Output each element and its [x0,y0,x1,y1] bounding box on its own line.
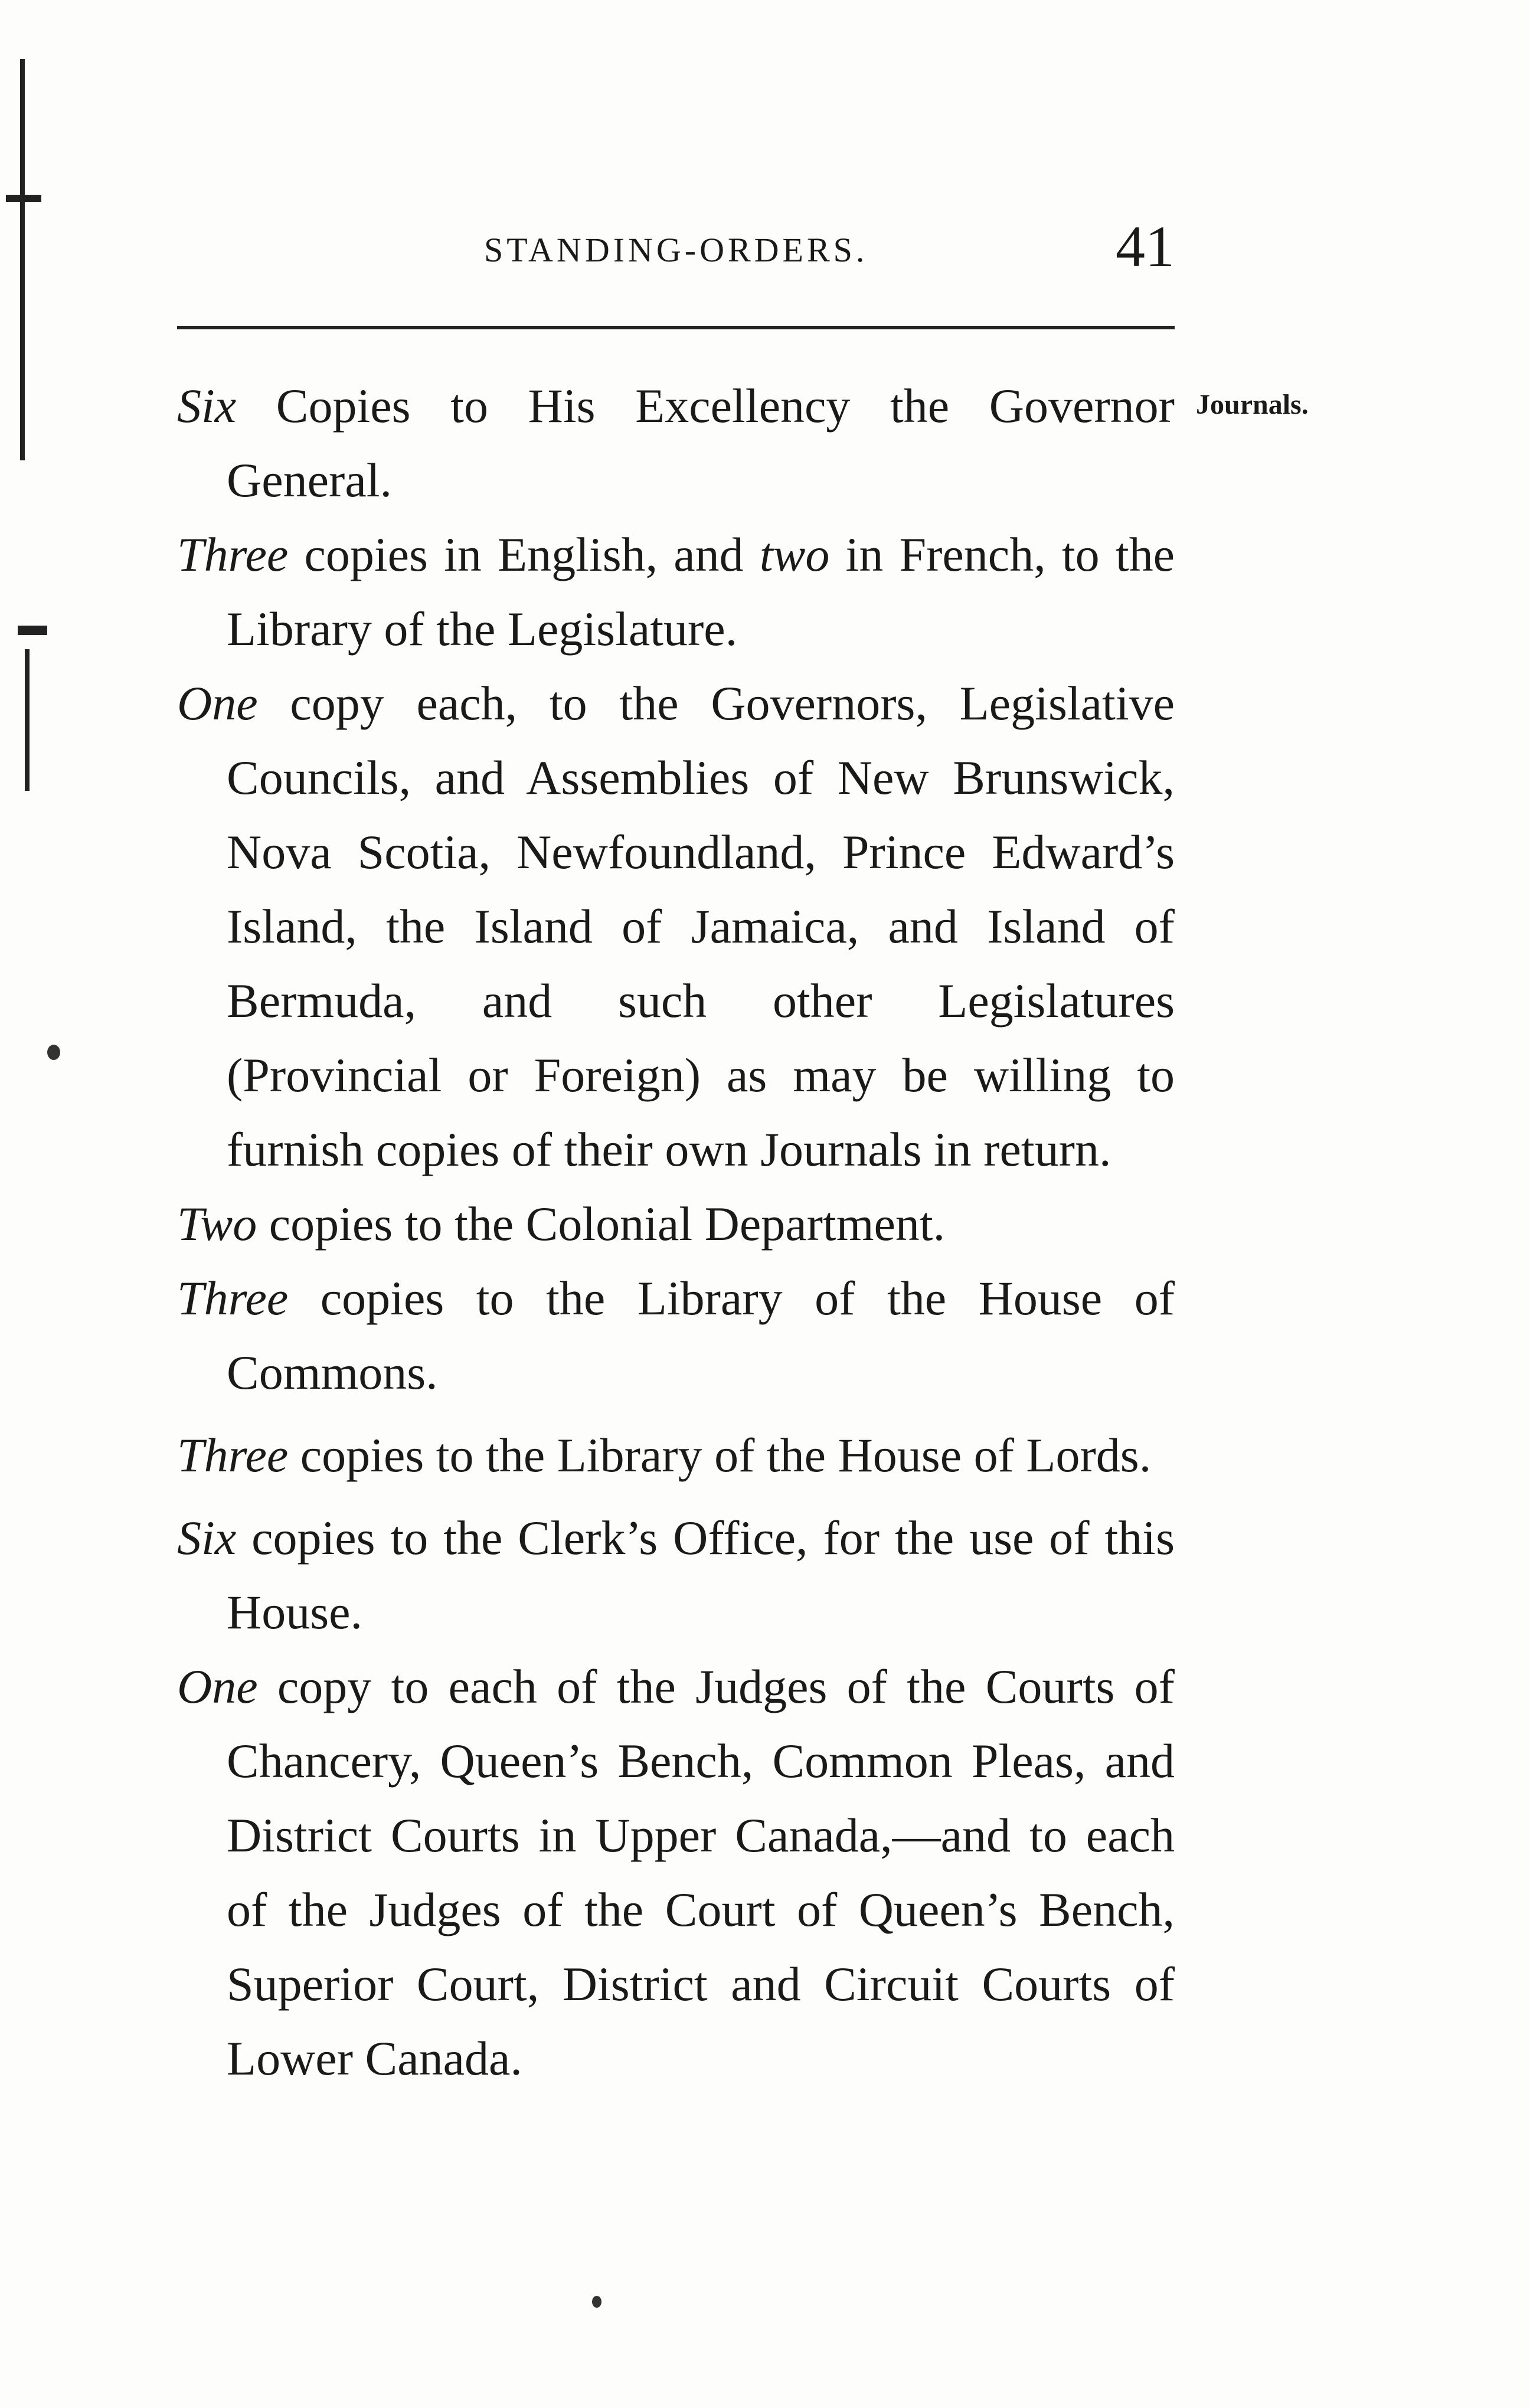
body-text [177,369,1175,2096]
entry [177,1418,1175,1493]
entry-text: in French, to the Library of the Legislature. [227,528,1175,656]
entry-lead: two [759,528,830,581]
entry-lead: Three [177,1271,289,1325]
entry-lead: Three [177,1428,289,1482]
scan-artifact-speck [47,1045,60,1060]
entry [177,1187,1175,1261]
entry-text: copies to the Library of the House of Lords. [288,1428,1152,1482]
entry-lead: One [177,1660,258,1713]
entry-lead: Three [177,528,289,581]
page-header [177,212,1175,283]
entry-text: copy each, to the Governors, Legislative Councils, and Assemblies of New Brunswick, Nova Scotia, Newfoundland, Prince Edward’s Island, the Island of Jamaica, and Island of Bermuda, and such other Legislatures (Provincial or Foreign) as may be willing to furnish copies of their own Journals in return. [227,676,1175,1176]
entry-text: copies to the Clerk’s Office, for the use of this House. [227,1511,1175,1639]
entry [177,518,1175,666]
scan-artifact-bar [25,649,30,791]
entry [177,369,1175,518]
scan-artifact-bar [20,59,25,460]
entry-text: copies to the Colonial Department. [257,1197,946,1251]
entry-lead: Two [177,1197,257,1251]
entry-lead: Six [177,379,237,433]
entry [177,1501,1175,1650]
margin-note: Journals. [1196,389,1309,420]
scan-artifact-bar [6,195,41,202]
entry-text: copies in English, and [288,528,760,581]
page-number: 41 [1116,214,1175,279]
entry-text: copies to the Library of the House of Commons. [227,1271,1175,1399]
entry [177,1650,1175,2096]
entry-lead: Six [177,1511,237,1565]
entry-text: copy to each of the Judges of the Courts of Chancery, Queen’s Bench, Common Pleas, and District Courts in Upper Canada,—and to each of the Judges of the Court of Queen’s Bench, Superior Court, District and Circuit Courts of Lower Canada. [227,1660,1175,2085]
entry-text: Copies to His Excellency the Governor General. [227,379,1175,507]
scan-artifact-speck [592,2296,601,2308]
entry-lead: One [177,676,258,730]
header-rule [177,326,1175,329]
scan-artifact-bar [18,626,47,635]
entry [177,1261,1175,1410]
running-head: STANDING-ORDERS. [484,231,868,269]
entry [177,666,1175,1187]
